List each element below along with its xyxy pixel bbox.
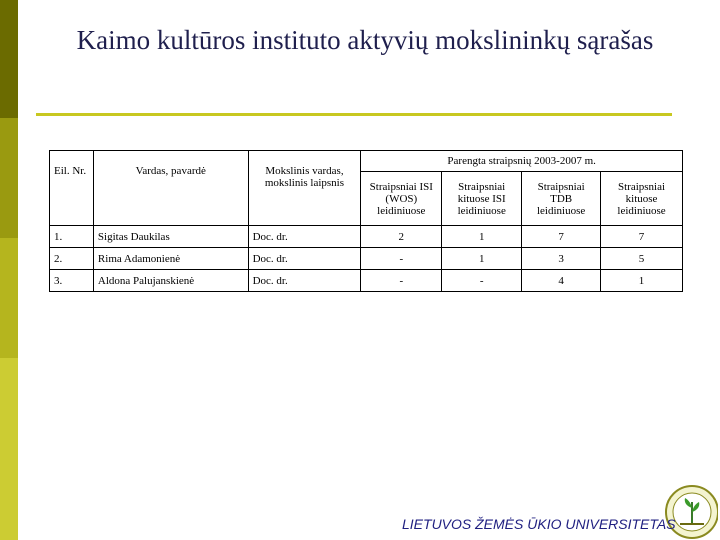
cell-value: 1 <box>442 248 522 270</box>
cell-no: 3. <box>50 270 94 292</box>
header-no: Eil. Nr. <box>50 151 94 226</box>
table-row <box>50 226 683 248</box>
side-decoration-bar <box>0 0 18 540</box>
cell-value: 7 <box>522 226 601 248</box>
cell-value: 4 <box>522 270 601 292</box>
cell-degree: Doc. dr. <box>248 248 361 270</box>
cell-value: 1 <box>601 270 683 292</box>
header-degree: Mokslinis vardas, mokslinis laipsnis <box>248 151 361 226</box>
header-group: Parengta straipsnių 2003-2007 m. <box>361 151 683 172</box>
cell-no: 1. <box>50 226 94 248</box>
cell-value: 2 <box>361 226 442 248</box>
cell-value: - <box>442 270 522 292</box>
cell-value: 5 <box>601 248 683 270</box>
cell-value: 7 <box>601 226 683 248</box>
cell-value: - <box>361 248 442 270</box>
side-bar-segment <box>0 238 18 358</box>
cell-value: - <box>361 270 442 292</box>
side-bar-segment <box>0 0 18 118</box>
header-sub-other: Straipsniai kituose leidiniuose <box>601 172 683 226</box>
cell-value: 1 <box>442 226 522 248</box>
side-bar-segment <box>0 358 18 540</box>
table-row <box>50 270 683 292</box>
title-divider <box>36 113 672 116</box>
table-row <box>50 248 683 270</box>
header-sub-tdb: Straipsniai TDB leidiniuose <box>522 172 601 226</box>
researchers-table <box>49 150 683 292</box>
cell-no: 2. <box>50 248 94 270</box>
cell-name: Rima Adamonienė <box>93 248 248 270</box>
cell-degree: Doc. dr. <box>248 226 361 248</box>
side-bar-segment <box>0 118 18 238</box>
cell-value: 3 <box>522 248 601 270</box>
cell-name: Sigitas Daukilas <box>93 226 248 248</box>
table-header-row <box>50 151 683 172</box>
header-name: Vardas, pavardė <box>93 151 248 226</box>
header-sub-isi-wos: Straipsniai ISI (WOS) leidiniuose <box>361 172 442 226</box>
header-sub-other-isi: Straipsniai kituose ISI leidiniuose <box>442 172 522 226</box>
cell-name: Aldona Palujanskienė <box>93 270 248 292</box>
slide-title: Kaimo kultūros instituto aktyvių mokslininkų sąrašas <box>76 25 654 55</box>
cell-degree: Doc. dr. <box>248 270 361 292</box>
footer-university-name: LIETUVOS ŽEMĖS ŪKIO UNIVERSITETAS <box>402 516 676 532</box>
